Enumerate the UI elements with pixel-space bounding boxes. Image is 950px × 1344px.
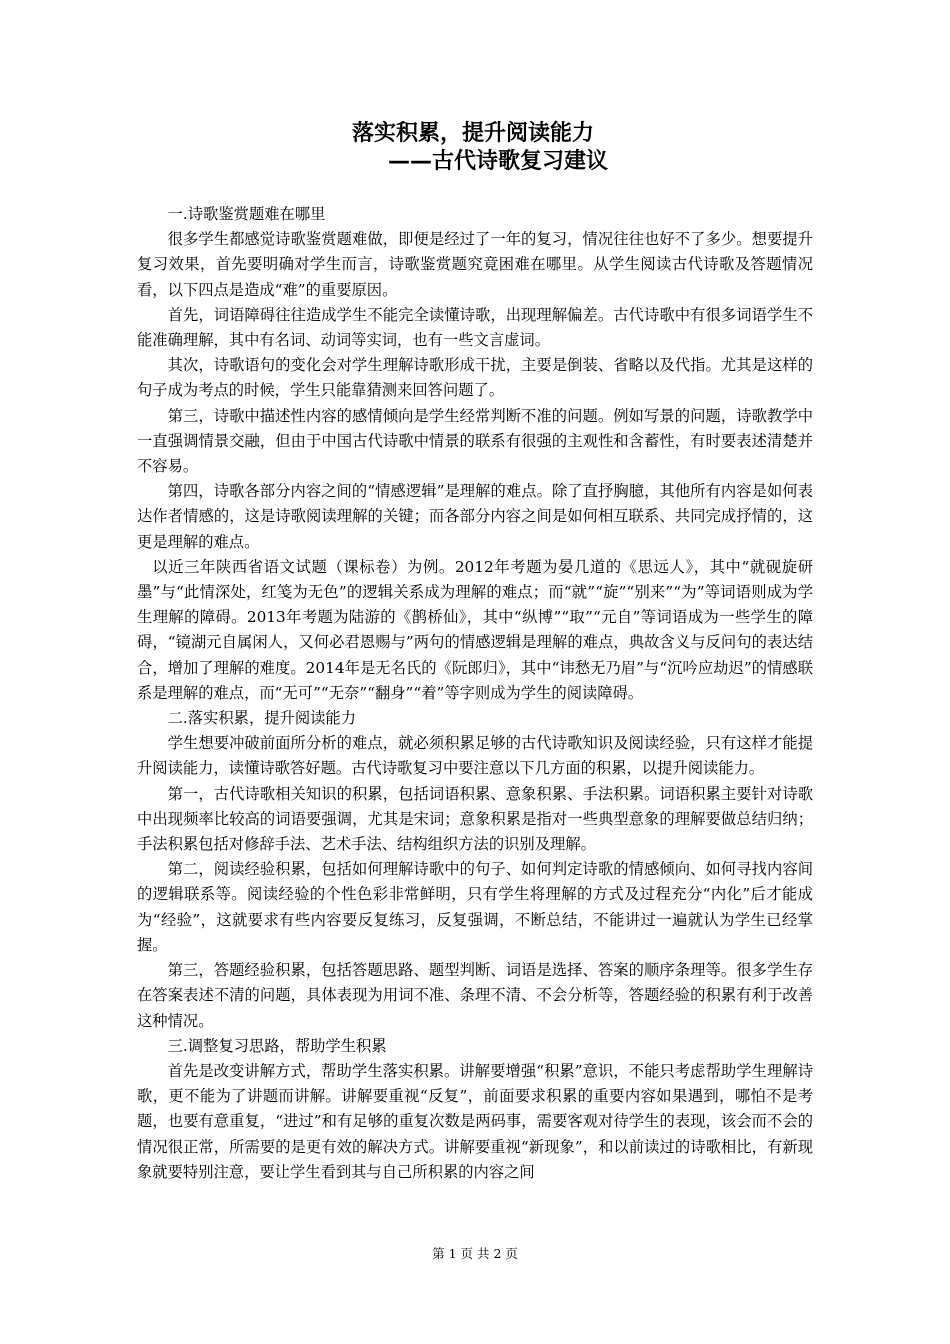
paragraph: 第三，诗歌中描述性内容的感情倾向是学生经常判断不准的问题。例如写景的问题，诗歌教学中一直强调情景交融，但由于中国古代诗歌中情景的联系有很强的主观性和含蓄性，有时要表述清楚并不容易。	[137, 406, 813, 476]
paragraph: 学生想要冲破前面所分析的难点，就必须积累足够的古代诗歌知识及阅读经验，只有这样才能提升阅读能力，读懂诗歌答好题。古代诗歌复习中要注意以下几方面的积累，以提升阅读能力。	[137, 734, 813, 778]
section-heading-2: 二.落实积累，提升阅读能力	[167, 709, 357, 728]
subtitle: ——古代诗歌复习建议	[388, 149, 609, 174]
paragraph: 其次，诗歌语句的变化会对学生理解诗歌形成干扰，主要是倒装、省略以及代指。尤其是这样的句子成为考点的时候，学生只能靠猜测来回答问题了。	[137, 356, 813, 400]
main-title: 落实积累，提升阅读能力	[352, 121, 595, 146]
section-heading-1: 一.诗歌鉴赏题难在哪里	[167, 205, 326, 223]
paragraph: 第四，诗歌各部分内容之间的“情感逻辑”是理解的难点。除了直抒胸臆，其他所有内容是如何表达作者情感的，这是诗歌阅读理解的关键；而各部分内容之间是如何相互联系、共同完成抒情的，这更是理解的难点。	[137, 482, 813, 551]
document-title	[0, 120, 950, 176]
section-heading-3: 三.调整复习思路，帮助学生积累	[167, 1036, 387, 1055]
paragraph: 第一，古代诗歌相关知识的积累，包括词语积累、意象积累、手法积累。词语积累主要针对诗歌中出现频率比较高的词语要强调，尤其是宋词；意象积累是指对一些典型意象的理解要做总结归纳；手法积累包括对修辞手法、艺术手法、结构组织方法的识别及理解。	[137, 784, 813, 854]
document-body	[137, 202, 813, 1185]
paragraph: 首先是改变讲解方式，帮助学生落实积累。讲解要增强“积累”意识，不能只考虑帮助学生理解诗歌，更不能为了讲题而讲解。讲解要重视“反复”，前面要求积累的重要内容如果遇到，哪怕不是考题，也要有意重复，“进过”和有足够的重复次数是两码事，需要客观对待学生的表现，该会而不会的情况很正常，所需要的是更有效的解决方式。讲解要重视“新现象”，和以前读过的诗歌相比，有新现象就要特别注意，要让学生看到其与自己所积累的内容之间	[137, 1061, 813, 1181]
paragraph: 第二，阅读经验积累，包括如何理解诗歌中的句子、如何判定诗歌的情感倾向、如何寻找内容间的逻辑联系等。阅读经验的个性色彩非常鲜明，只有学生将理解的方式及过程充分“内化”后才能成为“经验”，这就要求有些内容要反复练习，反复强调，不断总结，不能讲过一遍就认为学生已经掌握。	[137, 860, 813, 954]
paragraph: 第三，答题经验积累，包括答题思路、题型判断、词语是选择、答案的顺序条理等。很多学生存在答案表述不清的问题，具体表现为用词不准、条理不清、不会分析等，答题经验的积累有利于改善这种情况。	[137, 961, 813, 1030]
paragraph: 以近三年陕西省语文试题（课标卷）为例。2012年考题为晏几道的《思远人》，其中“就砚旋研墨”与“此情深处，红笺为无色”的逻辑关系成为理解的难点；而“就”“旋”“别来”“为”等词语则成为学生理解的障碍。2013年考题为陆游的《鹊桥仙》，其中“纵博”“取”“元自”等词语成为一些学生的障碍，“镜湖元自属闲人，又何必君恩赐与”两句的情感逻辑是理解的难点，典故含义与反问句的表达结合，增加了理解的难度。2014年是无名氏的《阮郎归》，其中“讳愁无乃眉”与“沉吟应劫迟”的情感联系是理解的难点，而“无可”“无奈”“翻身”“着”等字则成为学生的阅读障碍。	[137, 557, 813, 702]
paragraph: 很多学生都感觉诗歌鉴赏题难做，即便是经过了一年的复习，情况往往也好不了多少。想要提升复习效果，首先要明确对学生而言，诗歌鉴赏题究竟困难在哪里。从学生阅读古代诗歌及答题情况看，以下四点是造成“难”的重要原因。	[137, 230, 813, 299]
page-footer: 第 1 页 共 2 页	[432, 1246, 518, 1261]
paragraph: 首先，词语障碍往往造成学生不能完全读懂诗歌，出现理解偏差。古代诗歌中有很多词语学生不能准确理解，其中有名词、动词等实词，也有一些文言虚词。	[137, 305, 813, 350]
